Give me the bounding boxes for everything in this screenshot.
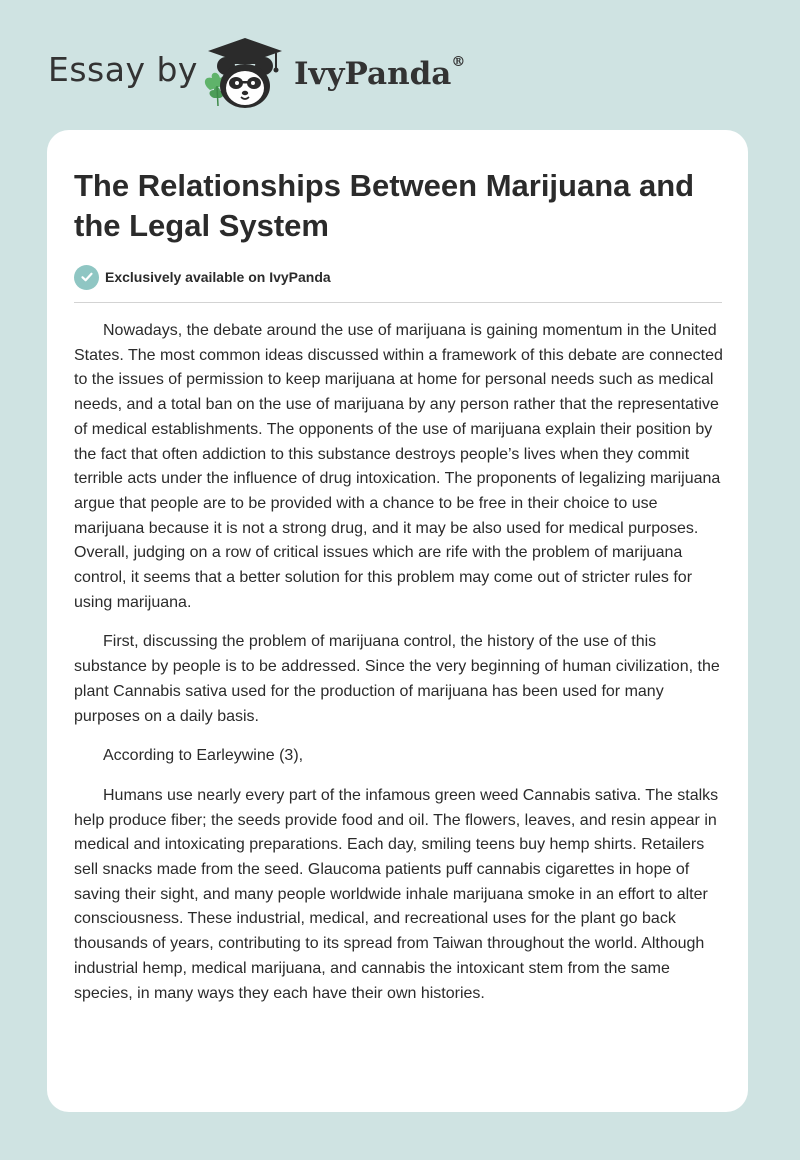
paragraph: According to Earleywine (3),: [103, 747, 304, 765]
exclusive-label: Exclusively available on IvyPanda: [105, 269, 331, 285]
divider: [74, 302, 722, 303]
brand-logo-text[interactable]: [294, 56, 465, 92]
panda-graduate-icon: [200, 36, 290, 112]
page-title: The Relationships Between Marijuana and the Legal System: [74, 168, 695, 243]
brand-name: IvyPanda: [294, 56, 452, 92]
paragraph: Nowadays, the debate around the use of marijuana is gaining momentum in the United States. The most common ideas discussed within a framework of this debate are connected to the issues of permission to keep marijuana at home for personal needs such as medical needs, and a total ban on the use of marijuana by any person rather that the representative of medical establishments. The opponents of the use of marijuana explain their position by the fact that often addiction to this substance destroys people’s lives when they commit terrible acts under the influence of drug intoxication. The proponents of legalizing marijuana argue that people are to be provided with a chance to be free in their choice to use marijuana because it is not a strong drug, and it may be also used for medical purposes. Overall, judging on a row of critical issues which are rife with the problem of marijuana control, it seems that a better solution for this problem may come out of stricter rules for using marijuana.: [74, 322, 723, 611]
site-header: [48, 30, 548, 110]
registered-mark: ®: [451, 54, 466, 70]
article-card: [47, 130, 748, 1112]
essay-by-label: Essay by: [48, 50, 198, 89]
block-quote-paragraph: Humans use nearly every part of the infamous green weed Cannabis sativa. The stalks help produce fiber; the seeds provide food and oil. The flowers, leaves, and resin appear in medical and intoxicating preparations. Each day, smiling teens buy hemp shirts. Retailers sell snacks made from the seed. Glaucoma patients puff cannabis cigarettes in hope of saving their sight, and many people worldwide inhale marijuana smoke in an effort to alter consciousness. These industrial, medical, and recreational uses for the plant go back thousands of years, contributing to its spread from Taiwan throughout the world. Although industrial hemp, medical marijuana, and cannabis the intoxicant stem from the same species, in many ways they each have their own histories.: [74, 786, 719, 1002]
exclusive-badge: [74, 264, 331, 290]
article-body: [74, 319, 730, 1021]
paragraph: First, discussing the problem of marijuana control, the history of the use of this substance by people is to be addressed. Since the very beginning of human civilization, the plant Cannabis sativa used for the production of marijuana has been used for many purposes on a daily basis.: [74, 633, 720, 725]
check-circle-icon: [74, 265, 99, 290]
